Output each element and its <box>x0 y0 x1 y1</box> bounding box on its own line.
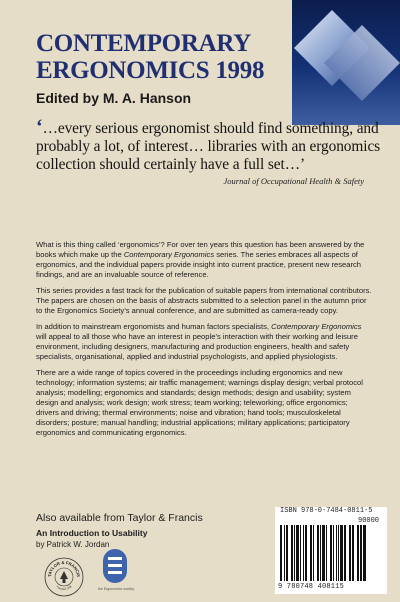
publisher-founded: Founded 1798 <box>55 584 73 592</box>
title-block <box>36 30 265 106</box>
isbn-text: ISBN 978-0-7484-0811-5 <box>280 507 373 515</box>
review-quote <box>36 118 386 186</box>
cover-artwork <box>292 0 400 125</box>
society-caption: the Ergonomics society <box>97 587 135 591</box>
book-title-line-2: ERGONOMICS 1998 <box>36 57 265 84</box>
barcode-digits: 9 780748 408115 <box>278 583 345 591</box>
paragraph-1: What is this thing called ‘ergonomics’? For over ten years this question has been answered by the books which make up the Contemporary Ergonomics series. The series embraces all aspects of ergonomics, and the individual papers provide insight into current practice, present new research findings, and are an invaluable source of reference. <box>36 240 365 279</box>
taylor-francis-logo <box>44 557 84 597</box>
editor-credit: Edited by M. A. Hanson <box>36 90 192 106</box>
quote-mark: ‘ <box>36 116 43 138</box>
paragraph-2: This series provides a fast track for the publication of suitable papers from international contributors. The papers are chosen on the basis of abstracts submitted to a selection panel in the autumn prior to the Ergonomics Society’s annual conference, and are submitted as camera-ready copy. <box>36 286 372 315</box>
paragraph-4: There are a wide range of topics covered in the proceedings including ergonomics and new technology; information systems; air traffic management; warnings display design; verbal protocol analysis; modelling; ergonomics and standards; design methods; design and usability; system design and analysis; work design; work stress; team working; teleworking; office ergonomics; drivers and driving; thermal environments; noise and vibration; hand tools; musculoskeletal disorders; posture; manual handling; industrial applications; military applications; participatory ergonomics and communicating ergonomics. <box>36 368 363 437</box>
related-book-title: An Introduction to Usability <box>36 528 148 538</box>
paragraph-3: In addition to mainstream ergonomists and human factors specialists, Contemporary Ergonomics will appeal to all those who have an interest in people’s interaction with their working and leisure environment, including designers, manufacturing and production engineers, health and safety specialists, organisational, applied and industrial psychologists, and applied physiologists. <box>36 322 362 361</box>
quote-text: …every serious ergonomist should find something, and probably a lot, of interest… libraries with an ergonomics collection should certainly have a full set…’ <box>36 120 381 173</box>
quote-source: Journal of Occupational Health & Safety <box>223 176 364 186</box>
publisher-name: TAYLOR & FRANCIS <box>46 559 82 578</box>
also-available-heading: Also available from Taylor & Francis <box>36 512 203 524</box>
price-code: 90000 <box>358 517 380 525</box>
book-title-line-1: CONTEMPORARY <box>36 30 251 57</box>
description-text <box>36 240 372 444</box>
barcode-image <box>278 525 384 583</box>
related-book-author: by Patrick W. Jordan <box>36 540 110 549</box>
